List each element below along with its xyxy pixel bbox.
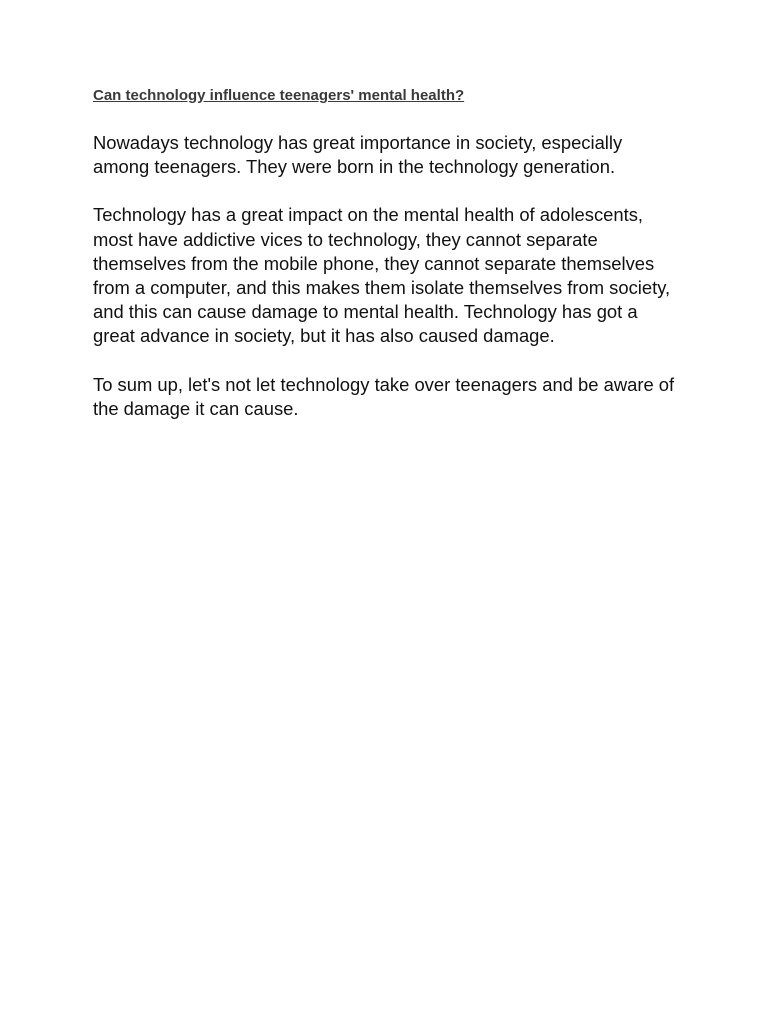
paragraph-conclusion: To sum up, let's not let technology take over teenagers and be aware of the damage it can cause. bbox=[93, 373, 675, 419]
paragraph-body: Technology has a great impact on the mental health of adolescents, most have addictive vices to technology, they cannot separate themselves from the mobile phone, they cannot separate themselves from a computer, and this makes them isolate themselves from society, and this can cause damage to mental health. Technology has got a great advance in society, but it has also caused damage. bbox=[93, 204, 671, 347]
document-title: Can technology influence teenagers' mental health? bbox=[93, 87, 465, 104]
document-body bbox=[93, 86, 683, 421]
paragraph-intro: Nowadays technology has great importance in society, especially among teenagers. They were born in the technology generation. bbox=[93, 132, 623, 178]
